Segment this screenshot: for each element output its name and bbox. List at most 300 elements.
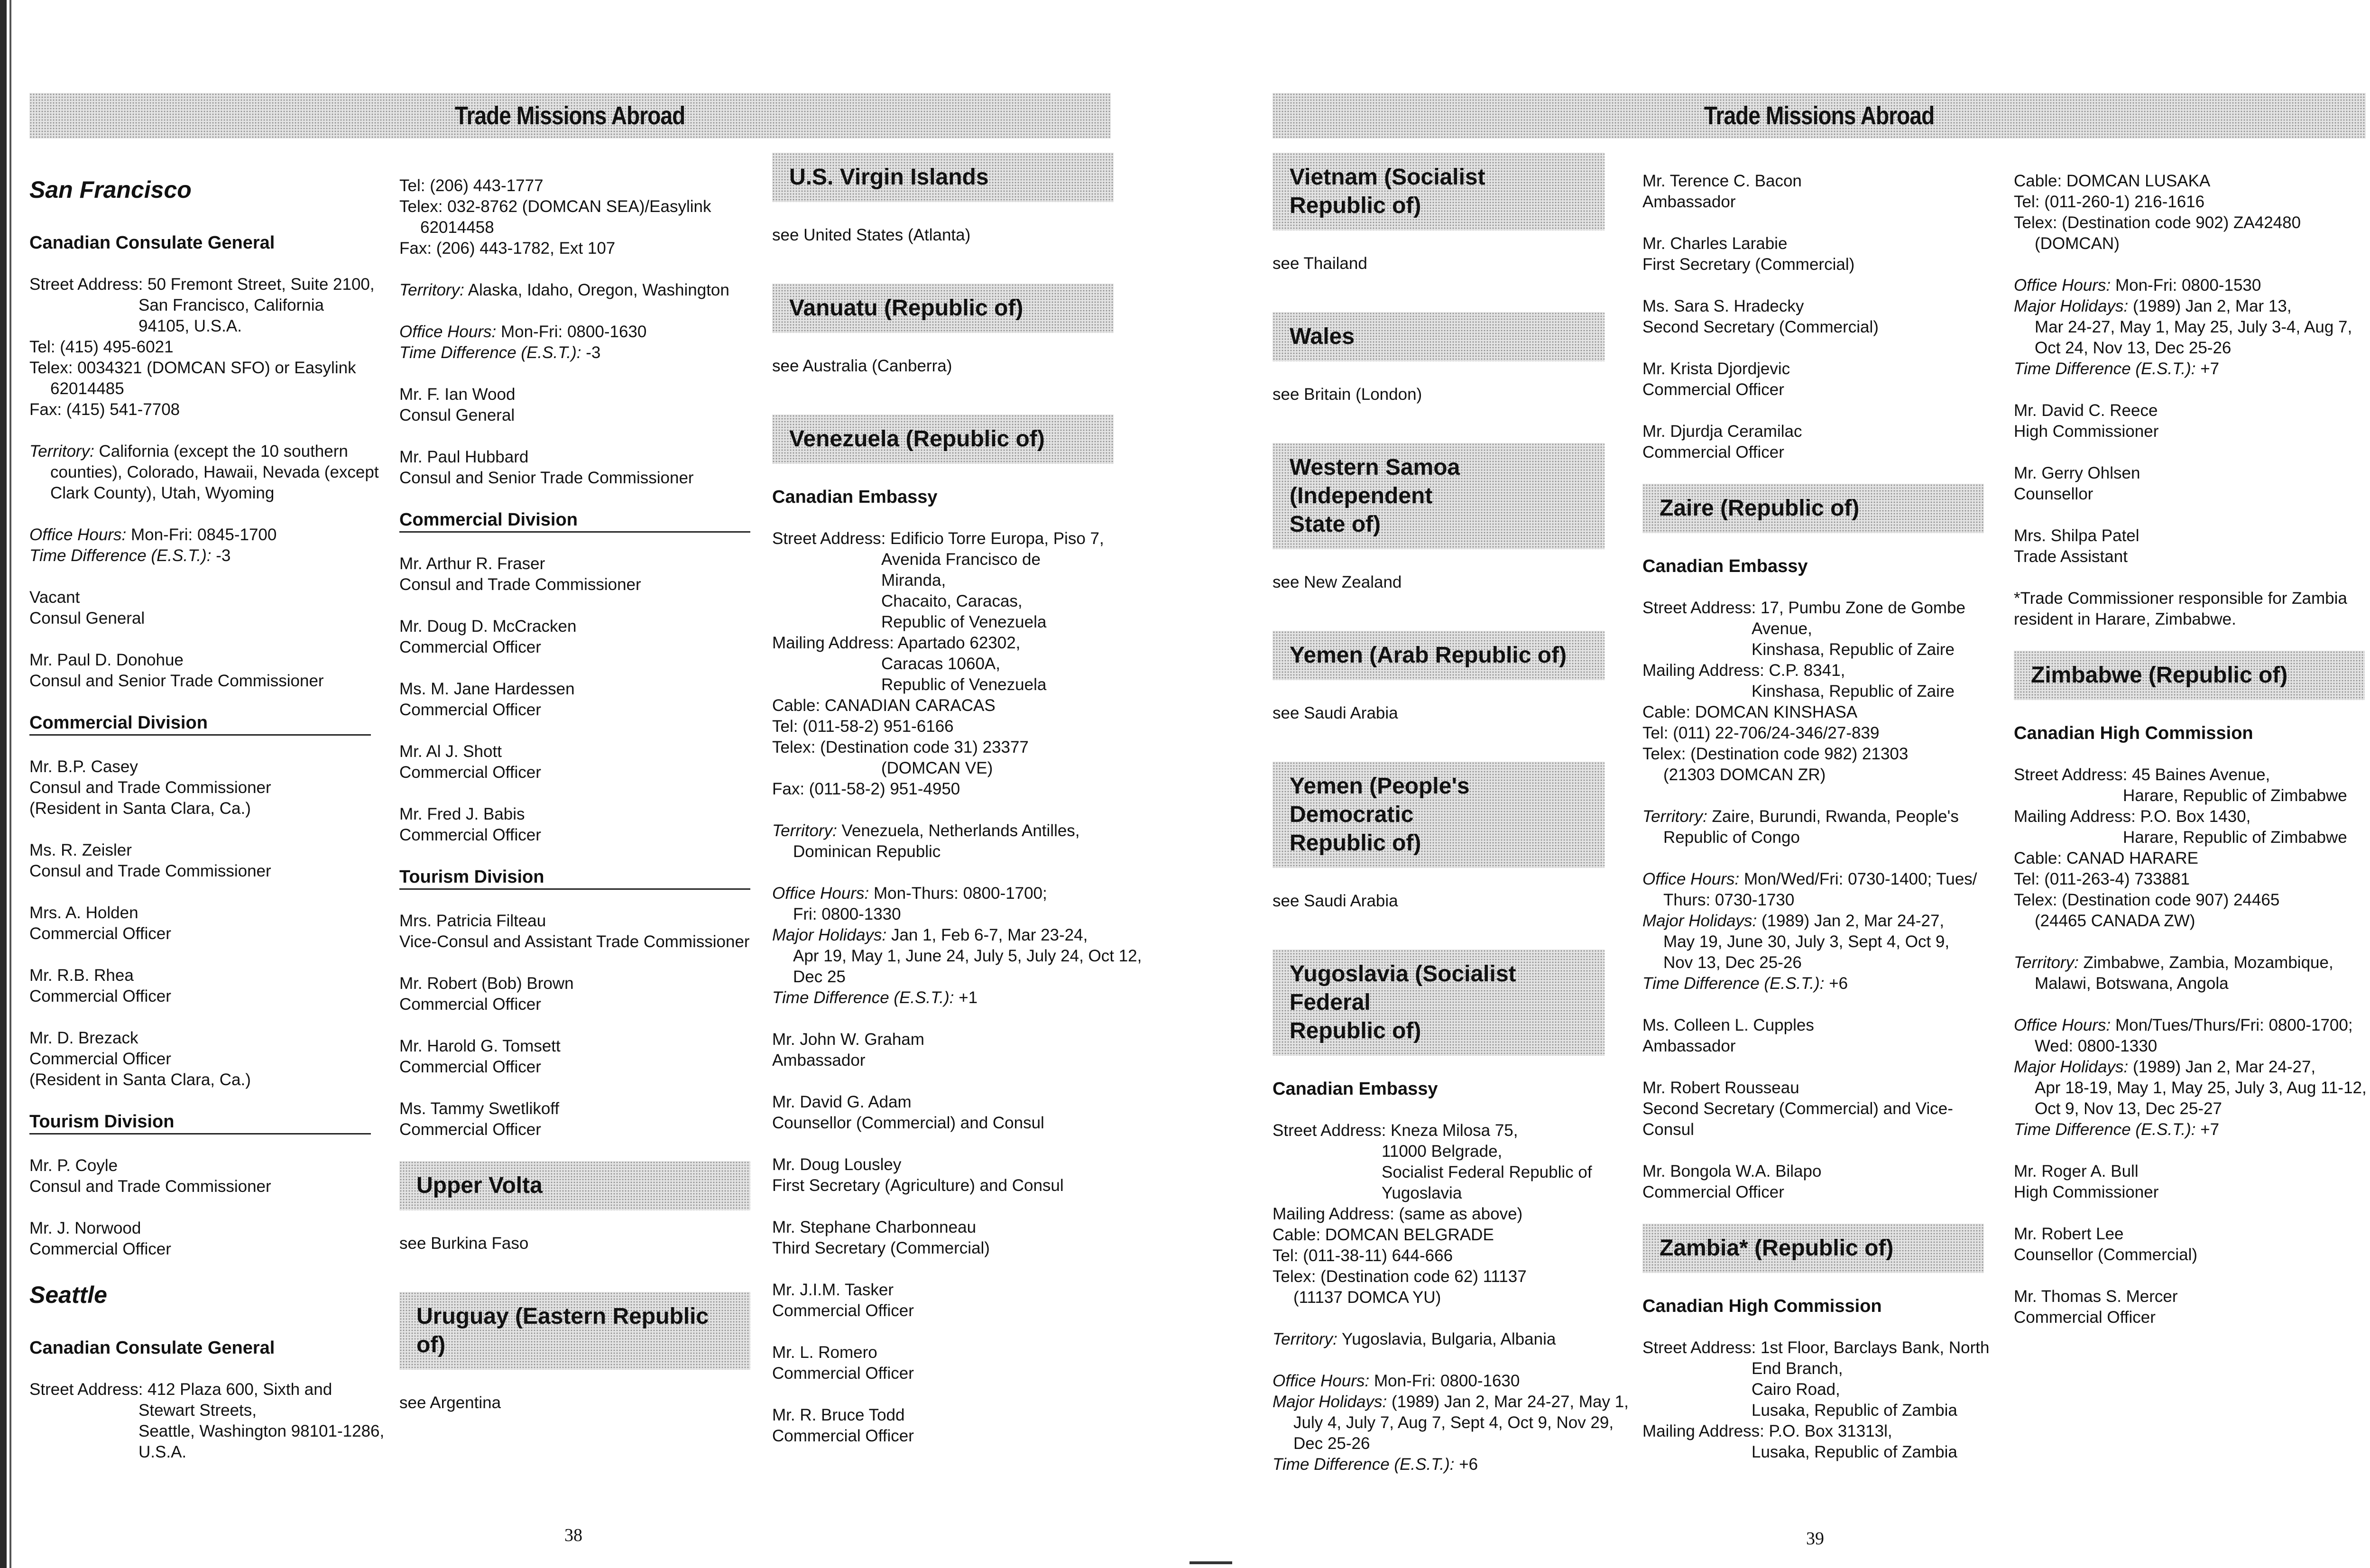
country-heading-line: Western Samoa (Independent: [1290, 455, 1460, 508]
mailing-line: Caracas 1060A,: [881, 655, 1000, 673]
time-difference: [1273, 1454, 1605, 1475]
office-hours-label: Office Hours:: [399, 323, 497, 341]
person-role: Commercial Officer: [29, 1050, 171, 1068]
person-name: Mrs. Shilpa Patel: [2014, 526, 2139, 545]
major-holidays: [2014, 1057, 2365, 1078]
person-name: Mr. B.P. Casey: [29, 757, 138, 776]
major-holidays-value: (1989) Jan 2, Mar 24-27, May 1,: [1391, 1393, 1629, 1411]
office-hours-value: Mon-Fri: 0800-1530: [2115, 276, 2261, 295]
country-heading: [772, 415, 1114, 464]
contact-block: [399, 175, 750, 259]
contact-line: Telex: (Destination code 31) 23377: [772, 738, 1029, 756]
major-holidays: [772, 967, 1114, 987]
contact-line: Tel: (011-58-2) 951-6166: [772, 717, 954, 736]
contact-line: Tel: (011-38-11) 644-666: [1273, 1246, 1453, 1265]
office-heading: Canadian High Commission: [2014, 723, 2253, 743]
contact-line: 62014458: [420, 218, 494, 237]
contact-line: Cable: DOMCAN KINSHASA: [1642, 703, 1858, 721]
address-line: Avenida Francisco de: [881, 550, 1041, 569]
time-difference-value: +6: [1829, 974, 1848, 993]
contact-line: Fax: (011-58-2) 951-4950: [772, 780, 960, 798]
territory-label: Territory:: [1273, 1330, 1337, 1348]
country-heading-line: Uruguay (Eastern Republic of): [416, 1304, 709, 1357]
person-role: Commercial Officer: [29, 1240, 171, 1258]
office-hours: [772, 883, 1114, 904]
person-name: Mr. Robert (Bob) Brown: [399, 974, 574, 993]
major-holidays-value: Oct 9, Nov 13, Dec 25-27: [2035, 1099, 2222, 1118]
territory-label: Territory:: [399, 281, 464, 299]
address-block: [1642, 598, 1984, 785]
contact-line: Tel: (011-263-4) 733881: [2014, 870, 2190, 888]
person-name: Mr. David G. Adam: [772, 1093, 912, 1111]
person-entry: [399, 616, 750, 658]
person-name: Mr. John W. Graham: [772, 1030, 924, 1049]
time-difference-label: Time Difference (E.S.T.):: [772, 988, 954, 1007]
address-line: Socialist Federal Republic of: [1382, 1163, 1592, 1181]
person-entry: [772, 1280, 1114, 1321]
person-role: Commercial Officer: [2014, 1308, 2156, 1327]
person-role: High Commissioner: [2014, 422, 2159, 441]
section-banner-left: [29, 93, 1111, 138]
territory-block: [2014, 952, 2365, 994]
major-holidays-label: Major Holidays:: [1273, 1393, 1387, 1411]
person-entry: [2014, 526, 2365, 567]
territory-value: Dominican Republic: [793, 842, 941, 861]
country-heading: [772, 153, 1114, 202]
address-line: Republic of Venezuela: [881, 613, 1047, 631]
person-entry: [399, 384, 750, 426]
office-heading: Canadian Consulate General: [29, 1338, 275, 1358]
person-name: Mr. Charles Larabie: [1642, 234, 1788, 253]
office-heading: Canadian Consulate General: [29, 233, 275, 253]
office-hours-value: Mon/Wed/Fri: 0730-1400; Tues/: [1743, 870, 1977, 888]
person-name: Mrs. Patricia Filteau: [399, 912, 546, 930]
time-difference: [29, 545, 371, 566]
person-name: Ms. M. Jane Hardessen: [399, 680, 575, 698]
country-heading-line: Vietnam (Socialist Republic of): [1290, 165, 1485, 218]
person-role: Commercial Officer: [399, 995, 541, 1014]
person-name: Mr. Thomas S. Mercer: [2014, 1287, 2178, 1306]
person-entry: [1642, 1015, 1984, 1057]
cross-reference: see Burkina Faso: [399, 1234, 529, 1253]
office-hours-label: Office Hours:: [2014, 276, 2111, 295]
major-holidays-label: Major Holidays:: [1642, 912, 1757, 930]
person-entry: [399, 679, 750, 720]
office-hours: [2014, 1015, 2365, 1036]
person-role: Commercial Officer: [772, 1301, 914, 1320]
time-difference: [2014, 1119, 2365, 1140]
major-holidays: [1273, 1412, 1614, 1433]
time-difference-value: -3: [586, 343, 601, 362]
column-left-2: [399, 175, 750, 1451]
office-info: [1642, 869, 1984, 994]
gutter-mark: [1190, 1561, 1232, 1564]
territory-value: Zaire, Burundi, Rwanda, People's: [1712, 807, 1959, 826]
country-heading-line: Yugoslavia (Socialist Federal: [1290, 961, 1516, 1015]
person-entry: [772, 1092, 1114, 1134]
person-name: Mr. Paul Hubbard: [399, 448, 529, 466]
territory: [1642, 827, 1984, 848]
contact-line: Cable: DOMCAN BELGRADE: [1273, 1226, 1494, 1244]
mailing-line: Mailing Address: P.O. Box 31313l,: [1642, 1422, 1892, 1440]
person-role: Third Secretary (Commercial): [772, 1239, 990, 1257]
address-line: Stewart Streets,: [138, 1401, 257, 1420]
person-role: Vice-Consul and Assistant Trade Commissioner: [399, 932, 750, 951]
footnote-line: resident in Harare, Zimbabwe.: [2014, 610, 2236, 628]
person-name: Mr. J. Norwood: [29, 1219, 141, 1237]
mailing-line: Mailing Address: P.O. Box 1430,: [2014, 807, 2251, 826]
major-holidays: [2014, 317, 2365, 338]
major-holidays-value: (1989) Jan 2, Mar 24-27,: [1761, 912, 1945, 930]
territory: [1273, 1329, 1605, 1350]
territory-label: Territory:: [772, 821, 837, 840]
person-role: High Commissioner: [2014, 1183, 2159, 1201]
person-name: Mr. R.B. Rhea: [29, 966, 134, 985]
major-holidays: [2014, 338, 2365, 359]
division-heading: Tourism Division: [399, 867, 750, 890]
address-line: End Branch,: [1752, 1359, 1843, 1378]
office-info: [2014, 275, 2365, 379]
time-difference-label: Time Difference (E.S.T.):: [2014, 360, 2196, 378]
person-entry: [399, 553, 750, 595]
person-name: Mr. Robert Lee: [2014, 1225, 2124, 1243]
person-role: Counsellor: [2014, 485, 2093, 503]
territory-label: Territory:: [1642, 807, 1707, 826]
major-holidays-value: Dec 25-26: [1293, 1434, 1370, 1453]
office-hours-value: Wed: 0800-1330: [2035, 1037, 2158, 1055]
address-line: San Francisco, California: [138, 296, 324, 314]
mailing-line: Lusaka, Republic of Zambia: [1752, 1443, 1957, 1461]
contact-line: (DOMCAN VE): [881, 759, 993, 777]
contact-line: (21303 DOMCAN ZR): [1663, 766, 1826, 784]
country-heading-line: Venezuela (Republic of): [789, 426, 1045, 452]
address-line: Street Address: Edificio Torre Europa, Piso 7,: [772, 529, 1104, 548]
mailing-line: Kinshasa, Republic of Zaire: [1752, 682, 1955, 701]
address-line: Chacaito, Caracas,: [881, 592, 1023, 610]
time-difference-value: +7: [2200, 1120, 2220, 1139]
major-holidays-value: Mar 24-27, May 1, May 25, July 3-4, Aug 7,: [2035, 318, 2352, 336]
office-hours: [772, 904, 1114, 925]
contact-line: Telex: 032-8762 (DOMCAN SEA)/Easylink: [399, 197, 711, 216]
contact-line: 62014485: [50, 379, 124, 398]
territory: [1642, 806, 1984, 827]
office-heading: Canadian Embassy: [1642, 556, 1808, 576]
person-name: Mr. P. Coyle: [29, 1156, 118, 1175]
person-name: Mrs. A. Holden: [29, 904, 138, 922]
person-role: Ambassador: [1642, 193, 1736, 211]
time-difference-value: +6: [1459, 1455, 1478, 1474]
major-holidays-value: Apr 19, May 1, June 24, July 5, July 24, Oct 12,: [793, 947, 1142, 965]
person-entry: [2014, 1161, 2365, 1203]
office-hours-value: Mon-Fri: 0800-1630: [500, 323, 647, 341]
person-name: Mr. Al J. Shott: [399, 742, 502, 761]
office-hours-label: Office Hours:: [1642, 870, 1740, 888]
person-entry: [772, 1029, 1114, 1071]
person-role: Commercial Officer: [399, 1120, 541, 1139]
person-role: Second Secretary (Commercial) and Vice-: [1642, 1099, 1953, 1118]
office-info: [399, 322, 750, 363]
office-heading: Canadian High Commission: [1642, 1296, 1882, 1316]
mailing-line: Mailing Address: C.P. 8341,: [1642, 661, 1845, 680]
office-info: [29, 525, 371, 566]
time-difference-label: Time Difference (E.S.T.):: [1642, 974, 1825, 993]
person-name: Mr. D. Brezack: [29, 1029, 138, 1047]
country-heading: [1273, 443, 1605, 549]
major-holidays-value: Oct 24, Nov 13, Dec 25-26: [2035, 339, 2232, 357]
country-heading: [1273, 950, 1605, 1056]
major-holidays-value: July 4, July 7, Aug 7, Sept 4, Oct 9, Nov 29,: [1293, 1413, 1614, 1432]
office-hours: [2014, 275, 2365, 296]
person-entry: [772, 1154, 1114, 1196]
person-role: Consul and Senior Trade Commissioner: [399, 469, 694, 487]
office-hours: [399, 322, 750, 342]
office-hours-label: Office Hours:: [1273, 1372, 1370, 1390]
contact-line: Cable: CANADIAN CARACAS: [772, 696, 996, 715]
person-entry: [2014, 1286, 2365, 1328]
person-entry: [29, 965, 371, 1007]
cross-reference: see Australia (Canberra): [772, 357, 952, 375]
address-block: [2014, 765, 2365, 932]
person-name: Ms. Tammy Swetlikoff: [399, 1099, 560, 1118]
territory-label: Territory:: [29, 442, 94, 461]
person-name: Ms. Colleen L. Cupples: [1642, 1016, 1814, 1034]
major-holidays-value: (1989) Jan 2, Mar 24-27,: [2132, 1058, 2316, 1076]
office-hours-value: Mon/Tues/Thurs/Fri: 0800-1700;: [2115, 1016, 2353, 1034]
territory-value: Republic of Congo: [1663, 828, 1800, 847]
territory: [29, 462, 379, 483]
person-role: Ambassador: [772, 1051, 866, 1070]
country-heading-line: Vanuatu (Republic of): [789, 295, 1024, 321]
cross-reference: see New Zealand: [1273, 573, 1402, 591]
office-hours-label: Office Hours:: [772, 884, 869, 903]
address-block: [772, 528, 1114, 800]
office-hours-value: Mon-Fri: 0845-1700: [130, 526, 277, 544]
person-name: Mr. Fred J. Babis: [399, 805, 525, 823]
time-difference: [772, 987, 1114, 1008]
person-entry: [772, 1405, 1114, 1447]
person-name: Ms. R. Zeisler: [29, 841, 132, 859]
person-role: Counsellor (Commercial) and Consul: [772, 1114, 1044, 1132]
person-name: Vacant: [29, 588, 80, 607]
person-role: First Secretary (Commercial): [1642, 255, 1855, 274]
column-left-3: [772, 153, 1142, 1467]
person-role: (Resident in Santa Clara, Ca.): [29, 799, 251, 818]
contact-line: Mailing Address: (same as above): [1273, 1205, 1523, 1223]
column-right-2: [1642, 171, 1990, 1484]
person-entry: [1642, 421, 1984, 463]
person-entry: [1642, 359, 1984, 400]
territory: [29, 483, 371, 504]
major-holidays: [772, 946, 1142, 967]
major-holidays: [1642, 932, 1984, 952]
territory: [2014, 973, 2365, 994]
person-name: Mr. Doug D. McCracken: [399, 617, 577, 636]
address-line: Street Address: 1st Floor, Barclays Bank, North: [1642, 1338, 1990, 1357]
contact-line: Telex: (Destination code 907) 24465: [2014, 891, 2280, 909]
person-role: Consul and Trade Commissioner: [29, 862, 271, 880]
footnote-line: *Trade Commissioner responsible for Zambia: [2014, 589, 2347, 608]
territory-value: Yugoslavia, Bulgaria, Albania: [1341, 1330, 1556, 1348]
person-name: Mr. Gerry Ohlsen: [2014, 464, 2140, 482]
person-entry: [29, 1218, 371, 1260]
contact-line: Cable: DOMCAN LUSAKA: [2014, 172, 2211, 190]
cross-reference: see Saudi Arabia: [1273, 704, 1398, 722]
contact-line: (DOMCAN): [2035, 234, 2120, 253]
person-role: Commercial Officer: [772, 1364, 914, 1383]
division-heading: Commercial Division: [29, 712, 371, 736]
territory-value: Zimbabwe, Zambia, Mozambique,: [2083, 953, 2333, 972]
city-heading: San Francisco: [29, 176, 192, 203]
contact-line: (24465 CANADA ZW): [2035, 912, 2195, 930]
person-name: Mr. Doug Lousley: [772, 1155, 902, 1174]
major-holidays-value: Jan 1, Feb 6-7, Mar 23-24,: [891, 926, 1088, 944]
person-entry: [399, 804, 750, 846]
page-number-left: 38: [564, 1525, 582, 1545]
person-role: Commercial Officer: [29, 924, 171, 943]
person-entry: [399, 741, 750, 783]
person-entry: [29, 840, 371, 882]
person-name: Mr. Krista Djordjevic: [1642, 360, 1790, 378]
office-hours-label: Office Hours:: [29, 526, 127, 544]
country-heading-line: Republic of): [1290, 1018, 1421, 1043]
person-name: Mr. L. Romero: [772, 1343, 877, 1362]
major-holidays: [1642, 911, 1984, 932]
banner-title: Trade Missions Abroad: [455, 101, 685, 130]
contact-line: Tel: (011) 22-706/24-346/27-839: [1642, 724, 1880, 742]
office-hours: [1642, 890, 1984, 911]
office-hours: [1642, 869, 1984, 890]
person-role: Commercial Officer: [399, 638, 541, 656]
country-heading-line: U.S. Virgin Islands: [789, 165, 989, 190]
office-hours-value: Mon-Fri: 0800-1630: [1374, 1372, 1520, 1390]
address-line: 11000 Belgrade,: [1382, 1142, 1503, 1161]
page-number-right: 39: [1806, 1529, 1824, 1549]
person-entry: [29, 756, 371, 819]
time-difference-label: Time Difference (E.S.T.):: [29, 546, 212, 565]
office-hours: [29, 525, 371, 545]
office-hours-label: Office Hours:: [2014, 1016, 2111, 1034]
person-name: Mr. Roger A. Bull: [2014, 1162, 2139, 1181]
contact-line: Tel: (206) 443-1777: [399, 176, 544, 195]
footnote: [2014, 588, 2365, 630]
country-heading: [1273, 153, 1605, 231]
person-entry: [1642, 233, 1984, 275]
country-heading-line: Republic of): [1290, 830, 1421, 856]
major-holidays-value: Apr 18-19, May 1, May 25, July 3, Aug 11-12,: [2035, 1079, 2367, 1097]
contact-line: Telex: (Destination code 62) 11137: [1273, 1267, 1527, 1286]
person-name: Mr. Harold G. Tomsett: [399, 1037, 561, 1055]
cross-reference: see Saudi Arabia: [1273, 892, 1398, 910]
office-heading: Canadian Embassy: [1273, 1079, 1438, 1099]
office-info: [772, 883, 1142, 1008]
time-difference: [2014, 359, 2365, 379]
address-block: [29, 1379, 385, 1463]
contact-line: Telex: 0034321 (DOMCAN SFO) or Easylink: [29, 359, 356, 377]
person-entry: [29, 650, 371, 692]
column-left-1: [29, 171, 385, 1484]
person-role: Consul and Trade Commissioner: [399, 575, 641, 594]
address-line: Street Address: 17, Pumbu Zone de Gombe: [1642, 599, 1965, 617]
time-difference-value: -3: [216, 546, 231, 565]
address-line: Seattle, Washington 98101-1286,: [138, 1422, 385, 1440]
address-line: Miranda,: [881, 571, 946, 590]
cross-reference: see United States (Atlanta): [772, 226, 971, 244]
cross-reference: see Thailand: [1273, 254, 1367, 273]
address-line: Harare, Republic of Zimbabwe: [2123, 786, 2347, 805]
cross-reference: see Argentina: [399, 1393, 501, 1412]
country-heading: [1273, 631, 1605, 680]
person-entry: [29, 1155, 371, 1197]
country-heading-line: Yemen (Arab Republic of): [1290, 643, 1567, 668]
person-role: Consul General: [29, 609, 145, 627]
column-right-3: [2014, 171, 2365, 1349]
person-name: Mr. F. Ian Wood: [399, 385, 516, 404]
contact-block: [2014, 171, 2365, 254]
major-holidays-value: Nov 13, Dec 25-26: [1663, 953, 1802, 972]
person-entry: [399, 1036, 750, 1078]
address-line: Street Address: 50 Fremont Street, Suite 2100,: [29, 275, 375, 294]
address-line: Street Address: 45 Baines Avenue,: [2014, 766, 2270, 784]
banner-title: Trade Missions Abroad: [1704, 101, 1935, 130]
territory: [2014, 952, 2365, 973]
country-heading: [1642, 484, 1984, 533]
territory-block: [399, 280, 750, 301]
contact-line: Telex: (Destination code 902) ZA42480: [2014, 213, 2301, 232]
major-holidays-value: Dec 25: [793, 968, 846, 986]
time-difference-label: Time Difference (E.S.T.):: [399, 343, 581, 362]
person-entry: [2014, 463, 2365, 505]
person-name: Mr. Robert Rousseau: [1642, 1079, 1799, 1097]
time-difference-label: Time Difference (E.S.T.):: [1273, 1455, 1455, 1474]
major-holidays: [1642, 952, 1984, 973]
person-entry: [399, 1098, 750, 1140]
contact-line: Tel: (415) 495-6021: [29, 338, 174, 356]
person-name: Mr. Terence C. Bacon: [1642, 172, 1802, 190]
country-heading: [2014, 651, 2365, 700]
address-line: 94105, U.S.A.: [138, 317, 242, 335]
country-heading-line: Wales: [1290, 324, 1355, 349]
mailing-line: Republic of Venezuela: [881, 675, 1047, 694]
office-heading: Canadian Embassy: [772, 487, 938, 507]
major-holidays: [2014, 1098, 2365, 1119]
territory: [399, 280, 750, 301]
time-difference-value: +1: [959, 988, 978, 1007]
person-entry: [772, 1342, 1114, 1384]
person-role: Consul General: [399, 406, 515, 424]
contact-line: Telex: (Destination code 982) 21303: [1642, 745, 1909, 763]
contact-line: Fax: (206) 443-1782, Ext 107: [399, 239, 616, 258]
territory-block: [29, 441, 379, 504]
territory-value: Clark County), Utah, Wyoming: [50, 484, 275, 502]
person-role: Ambassador: [1642, 1037, 1736, 1055]
person-role: Commercial Officer: [399, 701, 541, 719]
person-entry: [2014, 1224, 2365, 1265]
territory-value: California (except the 10 southern: [99, 442, 348, 461]
mailing-line: Harare, Republic of Zimbabwe: [2123, 828, 2347, 847]
person-name: Mr. R. Bruce Todd: [772, 1406, 905, 1424]
person-entry: [29, 587, 371, 629]
person-entry: [1642, 1078, 1984, 1140]
address-line: Yugoslavia: [1382, 1184, 1462, 1202]
country-heading: [1642, 1224, 1984, 1273]
person-entry: [399, 447, 750, 489]
time-difference: [399, 342, 750, 363]
person-role: Commercial Officer: [399, 826, 541, 844]
person-role: Commercial Officer: [1642, 1183, 1784, 1201]
person-entry: [29, 1028, 371, 1090]
country-heading-line: Zaire (Republic of): [1660, 496, 1860, 521]
territory-block: [1642, 806, 1984, 848]
